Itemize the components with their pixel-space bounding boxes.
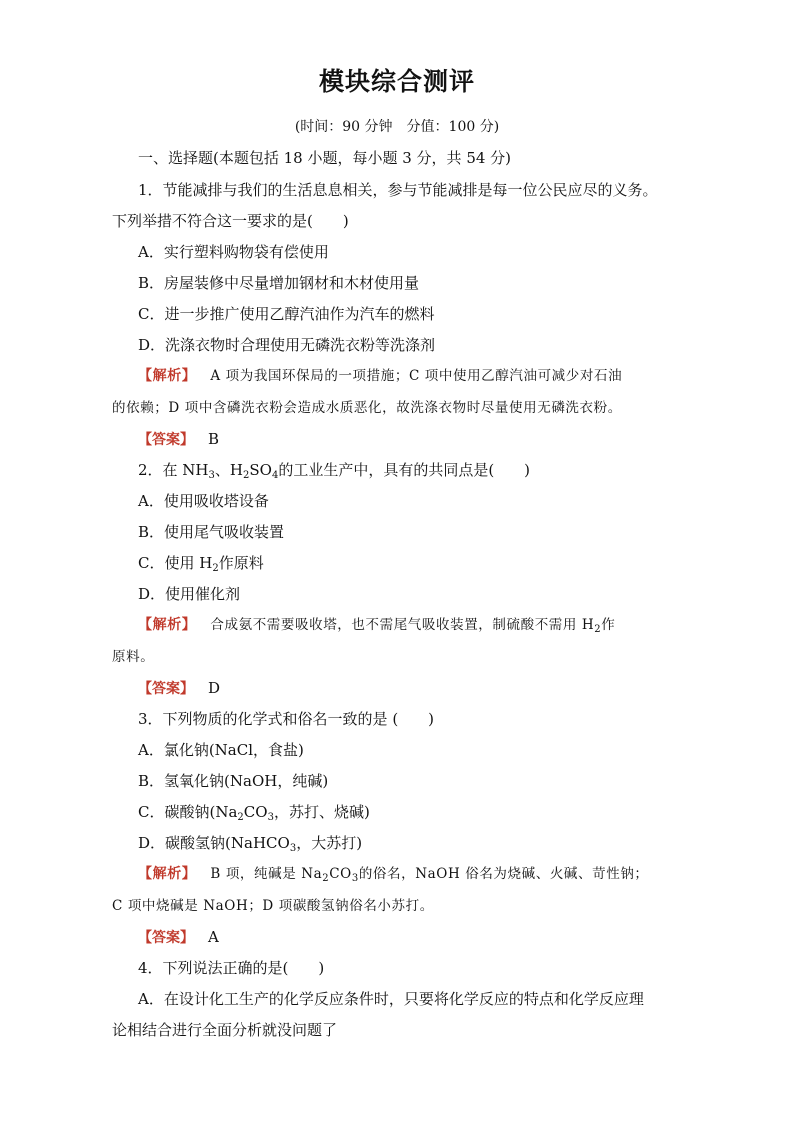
q3-option-c-part: CO: [243, 803, 268, 821]
q2-answer: D: [208, 679, 221, 697]
q2-analysis-line2: 原料。: [112, 649, 155, 665]
q2-option-a: A．使用吸收塔设备: [138, 492, 269, 510]
exam-info: (时间：90 分钟 分值：100 分): [294, 119, 500, 135]
q2-option-d: D．使用催化剂: [138, 585, 241, 603]
q3-answer: A: [208, 928, 219, 946]
q3-analysis-part: B 项，纯碱是 Na: [210, 866, 323, 882]
q3-option-c: [138, 802, 370, 822]
q2-option-c-part: C．使用 H: [138, 554, 213, 572]
q2-answer-line: [138, 678, 220, 699]
answer-label: 【答案】: [138, 681, 194, 697]
q3-analysis-line1: [138, 864, 649, 884]
q1-option-d: D．洗涤衣物时合理使用无磷洗衣粉等洗涤剂: [138, 336, 436, 354]
subscript: 4: [271, 470, 279, 481]
q2-stem-part: 的工业生产中，具有的共同点是( ): [278, 461, 531, 479]
q1-answer: B: [208, 430, 220, 448]
page-title: 模块综合测评: [318, 67, 475, 96]
q3-analysis-part: 的俗名，NaOH 俗名为烧碱、火碱、苛性钠；: [358, 866, 649, 882]
subscript: 2: [243, 470, 250, 481]
q2-analysis-part: 合成氨不需要吸收塔，也不需尾气吸收装置，制硫酸不需用 H: [210, 617, 595, 633]
subscript: 2: [212, 563, 219, 574]
answer-label: 【答案】: [138, 930, 194, 946]
q1-option-c: C．进一步推广使用乙醇汽油作为汽车的燃料: [138, 305, 435, 323]
q1-option-b: B．房屋装修中尽量增加钢材和木材使用量: [138, 274, 420, 292]
q2-option-c: [138, 553, 264, 573]
subscript: 2: [237, 812, 244, 823]
q3-analysis-line2: C 项中烧碱是 NaOH；D 项碳酸氢钠俗名小苏打。: [112, 898, 434, 914]
analysis-label: 【解析】: [138, 617, 197, 633]
q2-option-c-part: 作原料: [218, 554, 264, 572]
q4-option-a-line2: 论相结合进行全面分析就没问题了: [112, 1021, 338, 1039]
q3-answer-line: [138, 927, 219, 948]
analysis-label: 【解析】: [138, 368, 197, 384]
q4-stem: 4．下列说法正确的是( ): [138, 959, 325, 977]
analysis-label: 【解析】: [138, 866, 197, 882]
q3-stem: 3．下列物质的化学式和俗名一致的是 ( ): [138, 710, 435, 728]
q1-analysis-line2: 的依赖；D 项中含磷洗衣粉会造成水质恶化，故洗涤衣物时尽量使用无磷洗衣粉。: [112, 400, 622, 416]
q3-option-d: [138, 833, 362, 853]
subscript: 2: [594, 624, 602, 635]
q2-stem-part: 2．在 NH: [138, 461, 209, 479]
q4-option-a-line1: A．在设计化工生产的化学反应条件时，只要将化学反应的特点和化学反应理: [138, 990, 644, 1008]
section-heading: 一、选择题(本题包括 18 小题，每小题 3 分，共 54 分): [138, 149, 512, 167]
subscript: 2: [322, 873, 330, 884]
q1-stem-line2: 下列举措不符合这一要求的是( ): [112, 212, 349, 230]
q2-option-b: B．使用尾气吸收装置: [138, 523, 285, 541]
subscript: 3: [289, 843, 297, 854]
q1-analysis-text1: A 项为我国环保局的一项措施；C 项中使用乙醇汽油可减少对石油: [210, 368, 623, 384]
q2-stem-part: 、H: [214, 461, 243, 479]
q2-stem: [138, 460, 530, 480]
q3-option-d-part: ，大苏打): [296, 834, 363, 852]
q1-analysis-line1: [138, 366, 622, 386]
q3-option-c-part: C．碳酸钠(Na: [138, 803, 238, 821]
q2-analysis-part: 作: [601, 617, 616, 633]
q1-stem-line1: 1．节能减排与我们的生活息息相关，参与节能减排是每一位公民应尽的义务。: [138, 181, 658, 199]
q3-option-d-part: D．碳酸氢钠(NaHCO: [138, 834, 290, 852]
subscript: 3: [351, 873, 359, 884]
q3-option-c-part: ，苏打、烧碱): [273, 803, 370, 821]
answer-label: 【答案】: [138, 432, 194, 448]
q3-analysis-part: CO: [329, 866, 352, 882]
q1-option-a: A．实行塑料购物袋有偿使用: [138, 243, 329, 261]
q3-option-a: A．氯化钠(NaCl，食盐): [138, 741, 304, 759]
q3-option-b: B．氢氧化钠(NaOH，纯碱): [138, 772, 329, 790]
q2-stem-part: SO: [249, 461, 272, 479]
subscript: 3: [208, 470, 215, 481]
q2-analysis-line1: [138, 615, 615, 635]
q1-answer-line: [138, 429, 219, 450]
subscript: 3: [267, 812, 274, 823]
